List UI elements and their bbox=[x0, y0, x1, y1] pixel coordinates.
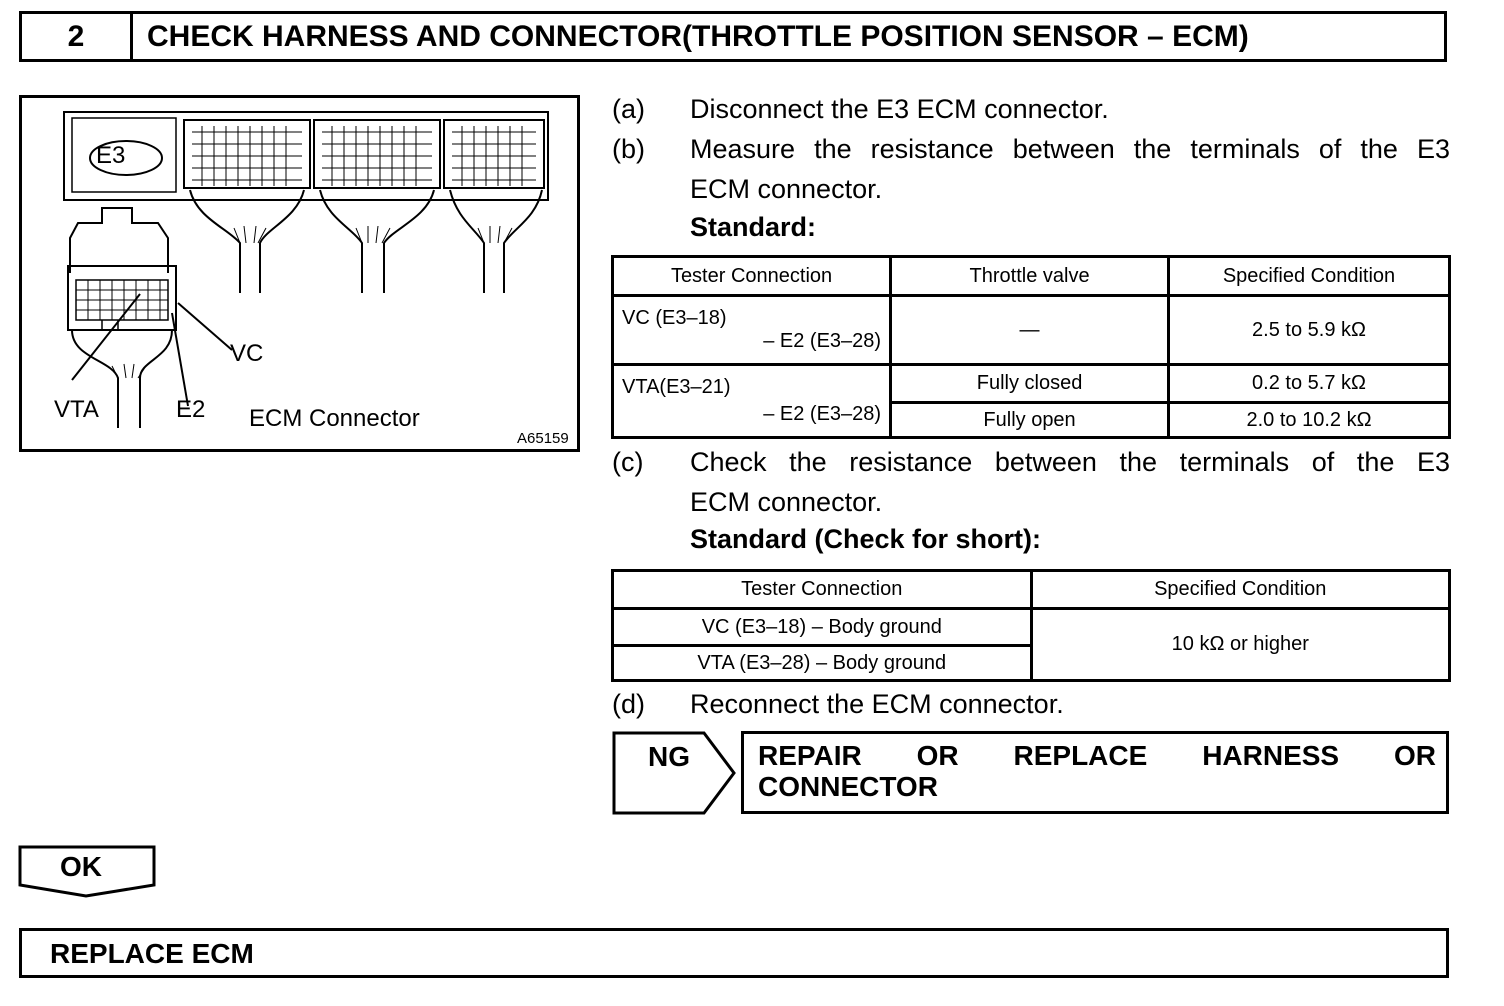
table-header: Tester Connection bbox=[613, 571, 1032, 609]
figure-caption: ECM Connector bbox=[249, 405, 420, 432]
tester-connection-cell bbox=[613, 365, 891, 438]
step-b-line2: ECM connector. bbox=[690, 174, 883, 204]
connector-id-label: E3 bbox=[96, 142, 126, 169]
specified-condition-cell: 2.0 to 10.2 kΩ bbox=[1169, 403, 1450, 438]
step-d bbox=[612, 684, 1452, 724]
step-c-line2: ECM connector. bbox=[690, 487, 883, 517]
ng-word: OR bbox=[916, 740, 959, 771]
specified-condition-cell: 10 kΩ or higher bbox=[1031, 609, 1449, 681]
specified-condition-cell: 0.2 to 5.7 kΩ bbox=[1169, 365, 1450, 403]
ng-word: OR bbox=[1394, 740, 1436, 771]
resistance-spec-table bbox=[611, 255, 1451, 439]
step-b-marker: (b) bbox=[612, 134, 645, 164]
table-header-row bbox=[613, 257, 1450, 296]
ecm-connector-figure bbox=[19, 95, 580, 452]
e2-label: E2 bbox=[176, 396, 206, 423]
table-header: Throttle valve bbox=[891, 257, 1169, 296]
standard-heading-b: Standard: bbox=[690, 212, 817, 242]
throttle-valve-cell: Fully closed bbox=[891, 365, 1169, 403]
ng-word: HARNESS bbox=[1202, 740, 1340, 771]
step-d-text: Reconnect the ECM connector. bbox=[690, 689, 1064, 719]
final-action-text: REPLACE ECM bbox=[50, 938, 254, 969]
step-a-marker: (a) bbox=[612, 94, 645, 124]
step-b-line1: Measure the resistance between the terminals of the E3 bbox=[690, 134, 1450, 164]
final-action-box bbox=[19, 928, 1449, 978]
table-row bbox=[613, 296, 1450, 365]
table-header: Tester Connection bbox=[613, 257, 891, 296]
step-a bbox=[612, 89, 1452, 129]
throttle-valve-cell: Fully open bbox=[891, 403, 1169, 438]
step-c-marker: (c) bbox=[612, 447, 644, 477]
table-row bbox=[613, 365, 1450, 403]
small-connector-top bbox=[70, 208, 168, 273]
ng-action-box bbox=[741, 731, 1449, 814]
step-b bbox=[612, 129, 1452, 209]
ng-word: REPLACE bbox=[1013, 740, 1148, 771]
table-header: Specified Condition bbox=[1169, 257, 1450, 296]
e2-leader bbox=[172, 313, 188, 406]
connection-to: – E2 (E3–28) bbox=[763, 330, 882, 352]
vta-label: VTA bbox=[54, 396, 99, 423]
throttle-valve-cell: — bbox=[891, 296, 1169, 365]
short-check-table bbox=[611, 569, 1451, 682]
step-header bbox=[19, 11, 1447, 62]
vc-label: VC bbox=[230, 340, 264, 367]
ng-action-line1 bbox=[758, 740, 1436, 771]
step-d-marker: (d) bbox=[612, 689, 645, 719]
step-title: CHECK HARNESS AND CONNECTOR(THROTTLE POSITION SENSOR – ECM) bbox=[147, 19, 1249, 53]
tester-connection-cell: VTA (E3–28) – Body ground bbox=[613, 646, 1032, 681]
ng-word: REPAIR bbox=[758, 740, 862, 771]
connection-from: VTA(E3–21) bbox=[622, 376, 731, 398]
ng-label: NG bbox=[648, 741, 690, 772]
ng-action-line2: CONNECTOR bbox=[758, 771, 938, 802]
table-header: Specified Condition bbox=[1031, 571, 1449, 609]
step-c-line1: Check the resistance between the terminals of the E3 bbox=[690, 447, 1450, 477]
step-c bbox=[612, 442, 1452, 522]
table-row bbox=[613, 609, 1450, 646]
connection-from: VC (E3–18) bbox=[622, 307, 727, 329]
step-a-text: Disconnect the E3 ECM connector. bbox=[690, 94, 1109, 124]
standard-heading-c: Standard (Check for short): bbox=[690, 524, 1042, 554]
tester-connection-cell: VC (E3–18) – Body ground bbox=[613, 609, 1032, 646]
vta-leader bbox=[72, 294, 140, 380]
vc-leader bbox=[178, 303, 232, 350]
tester-connection-cell bbox=[613, 296, 891, 365]
ok-label: OK bbox=[60, 851, 102, 882]
figure-ref-code: A65159 bbox=[517, 430, 569, 447]
table-header-row bbox=[613, 571, 1450, 609]
connection-to: – E2 (E3–28) bbox=[763, 403, 882, 425]
specified-condition-cell: 2.5 to 5.9 kΩ bbox=[1169, 296, 1450, 365]
step-number: 2 bbox=[22, 14, 133, 59]
